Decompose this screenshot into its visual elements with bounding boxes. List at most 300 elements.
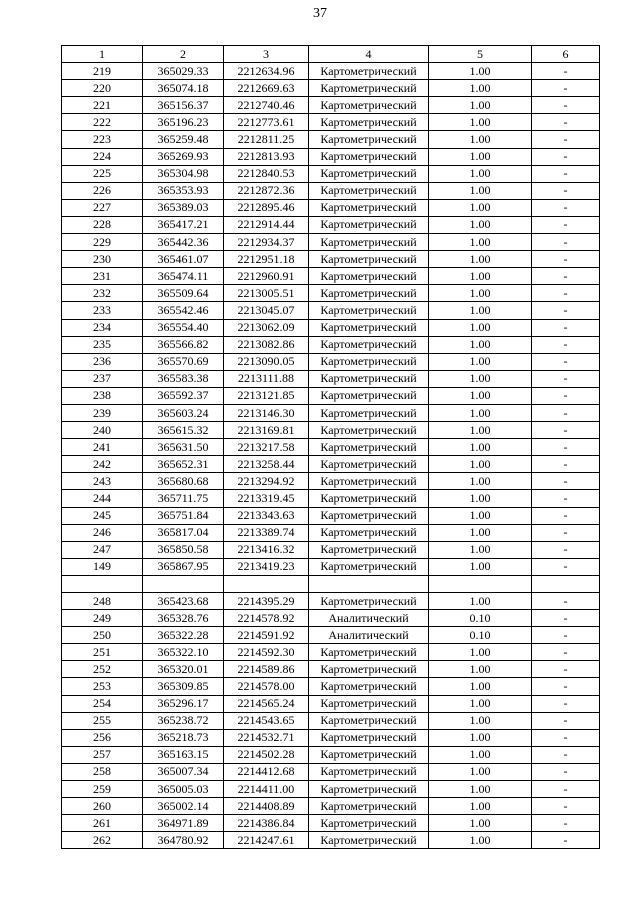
table-row bbox=[62, 80, 600, 97]
table-cell: 2214591.92 bbox=[224, 627, 309, 644]
table-cell: Картометрический bbox=[309, 387, 429, 404]
table-cell: 2214592.30 bbox=[224, 644, 309, 661]
table-cell: 1.00 bbox=[429, 353, 532, 370]
table-cell: 1.00 bbox=[429, 165, 532, 182]
table-cell: 223 bbox=[62, 131, 143, 148]
table-cell: 365711.75 bbox=[143, 490, 224, 507]
table-cell: - bbox=[532, 404, 600, 421]
table-row bbox=[62, 729, 600, 746]
table-row bbox=[62, 507, 600, 524]
table-cell: 2214411.00 bbox=[224, 781, 309, 798]
table-row bbox=[62, 319, 600, 336]
table-cell bbox=[309, 575, 429, 592]
table-cell: 255 bbox=[62, 712, 143, 729]
table-cell: 1.00 bbox=[429, 541, 532, 558]
table-cell: 2212914.44 bbox=[224, 216, 309, 233]
table-cell: 0.10 bbox=[429, 610, 532, 627]
table-cell: 1.00 bbox=[429, 319, 532, 336]
table-cell: 365005.03 bbox=[143, 781, 224, 798]
table-cell: - bbox=[532, 319, 600, 336]
table-cell: 1.00 bbox=[429, 746, 532, 763]
table-cell: 1.00 bbox=[429, 216, 532, 233]
table-row bbox=[62, 370, 600, 387]
table-cell: - bbox=[532, 80, 600, 97]
table-cell: 234 bbox=[62, 319, 143, 336]
table-cell: - bbox=[532, 336, 600, 353]
table-cell: 365259.48 bbox=[143, 131, 224, 148]
table-row bbox=[62, 524, 600, 541]
table-cell: 365322.10 bbox=[143, 644, 224, 661]
table-cell: 364971.89 bbox=[143, 815, 224, 832]
table-cell: 365603.24 bbox=[143, 404, 224, 421]
table-cell: 2212813.93 bbox=[224, 148, 309, 165]
table-cell: 2212740.46 bbox=[224, 97, 309, 114]
table-cell: - bbox=[532, 370, 600, 387]
table-cell: 2213045.07 bbox=[224, 302, 309, 319]
table-cell: 1.00 bbox=[429, 370, 532, 387]
table-cell: Аналитический bbox=[309, 627, 429, 644]
table-cell: Картометрический bbox=[309, 319, 429, 336]
table-cell: 1.00 bbox=[429, 456, 532, 473]
table-cell: 1.00 bbox=[429, 234, 532, 251]
table-row bbox=[62, 216, 600, 233]
table-cell: 1.00 bbox=[429, 729, 532, 746]
table-cell: 2213121.85 bbox=[224, 387, 309, 404]
table-cell: - bbox=[532, 268, 600, 285]
table-cell: 2213258.44 bbox=[224, 456, 309, 473]
table-cell: 2213169.81 bbox=[224, 422, 309, 439]
table-cell: 1.00 bbox=[429, 336, 532, 353]
table-cell: Картометрический bbox=[309, 490, 429, 507]
table-cell: 2213419.23 bbox=[224, 558, 309, 575]
table-cell: - bbox=[532, 746, 600, 763]
table-row bbox=[62, 558, 600, 575]
table-cell: 1.00 bbox=[429, 80, 532, 97]
table-cell: 0.10 bbox=[429, 627, 532, 644]
table-cell: 365631.50 bbox=[143, 439, 224, 456]
table-cell: 2213111.88 bbox=[224, 370, 309, 387]
table-cell: 232 bbox=[62, 285, 143, 302]
table-cell: Картометрический bbox=[309, 781, 429, 798]
table-cell: 261 bbox=[62, 815, 143, 832]
table-cell: Картометрический bbox=[309, 302, 429, 319]
table-cell: - bbox=[532, 165, 600, 182]
table-cell: - bbox=[532, 63, 600, 80]
table-cell: 1.00 bbox=[429, 439, 532, 456]
table-cell: 242 bbox=[62, 456, 143, 473]
table-cell: - bbox=[532, 541, 600, 558]
table-cell: 233 bbox=[62, 302, 143, 319]
table-cell: Картометрический bbox=[309, 131, 429, 148]
table-cell: 365509.64 bbox=[143, 285, 224, 302]
table-cell: 365353.93 bbox=[143, 182, 224, 199]
table-cell: - bbox=[532, 627, 600, 644]
table-cell: 2214578.92 bbox=[224, 610, 309, 627]
table-cell: 221 bbox=[62, 97, 143, 114]
table-cell: Картометрический bbox=[309, 763, 429, 780]
table-row bbox=[62, 251, 600, 268]
table-cell: 241 bbox=[62, 439, 143, 456]
table-row bbox=[62, 268, 600, 285]
table-cell: 365542.46 bbox=[143, 302, 224, 319]
table-cell: - bbox=[532, 558, 600, 575]
table-row bbox=[62, 763, 600, 780]
table-cell: - bbox=[532, 678, 600, 695]
column-header: 3 bbox=[224, 46, 309, 63]
table-row bbox=[62, 422, 600, 439]
table-cell: 1.00 bbox=[429, 832, 532, 849]
column-header: 2 bbox=[143, 46, 224, 63]
table-cell: Картометрический bbox=[309, 285, 429, 302]
table-cell: 1.00 bbox=[429, 781, 532, 798]
table-cell: 2214395.29 bbox=[224, 593, 309, 610]
table-cell: Картометрический bbox=[309, 541, 429, 558]
table-row bbox=[62, 353, 600, 370]
table-cell bbox=[62, 575, 143, 592]
table-cell: 253 bbox=[62, 678, 143, 695]
table-cell: - bbox=[532, 798, 600, 815]
table-cell: Картометрический bbox=[309, 473, 429, 490]
page-number: 37 bbox=[313, 6, 327, 21]
table-cell: 220 bbox=[62, 80, 143, 97]
table-cell: Картометрический bbox=[309, 678, 429, 695]
table-row bbox=[62, 644, 600, 661]
table-cell: 1.00 bbox=[429, 285, 532, 302]
table-cell: 225 bbox=[62, 165, 143, 182]
table-cell: Картометрический bbox=[309, 251, 429, 268]
table-cell: 2214408.89 bbox=[224, 798, 309, 815]
column-header: 6 bbox=[532, 46, 600, 63]
table-row bbox=[62, 781, 600, 798]
table-cell: 365566.82 bbox=[143, 336, 224, 353]
table-cell: 2212669.63 bbox=[224, 80, 309, 97]
table-row bbox=[62, 746, 600, 763]
table-cell: 249 bbox=[62, 610, 143, 627]
table-row bbox=[62, 541, 600, 558]
table-cell: 365322.28 bbox=[143, 627, 224, 644]
table-cell: 257 bbox=[62, 746, 143, 763]
table-row bbox=[62, 114, 600, 131]
table-row bbox=[62, 627, 600, 644]
table-cell: 1.00 bbox=[429, 661, 532, 678]
column-header: 1 bbox=[62, 46, 143, 63]
table-cell: 2212634.96 bbox=[224, 63, 309, 80]
table-header-row bbox=[62, 46, 600, 63]
table-cell: 246 bbox=[62, 524, 143, 541]
table-cell: 2212895.46 bbox=[224, 199, 309, 216]
table-cell: 365328.76 bbox=[143, 610, 224, 627]
table-cell: Картометрический bbox=[309, 182, 429, 199]
table-cell: 365296.17 bbox=[143, 695, 224, 712]
table-cell: - bbox=[532, 712, 600, 729]
table-cell: 2213389.74 bbox=[224, 524, 309, 541]
table-cell: - bbox=[532, 524, 600, 541]
table-cell: 1.00 bbox=[429, 815, 532, 832]
table-row bbox=[62, 285, 600, 302]
table-row bbox=[62, 199, 600, 216]
table-row bbox=[62, 131, 600, 148]
table-cell: 1.00 bbox=[429, 199, 532, 216]
table-cell: Картометрический bbox=[309, 746, 429, 763]
table-row bbox=[62, 182, 600, 199]
table-cell: 236 bbox=[62, 353, 143, 370]
table-cell: 2214578.00 bbox=[224, 678, 309, 695]
table-cell: 2214247.61 bbox=[224, 832, 309, 849]
table-cell: 247 bbox=[62, 541, 143, 558]
table-cell: 365652.31 bbox=[143, 456, 224, 473]
coordinates-table bbox=[61, 45, 600, 849]
table-cell: 1.00 bbox=[429, 695, 532, 712]
table-cell bbox=[429, 575, 532, 592]
table-cell: 1.00 bbox=[429, 268, 532, 285]
table-cell: 1.00 bbox=[429, 763, 532, 780]
table-cell: - bbox=[532, 610, 600, 627]
table-cell: 365680.68 bbox=[143, 473, 224, 490]
table-cell: 365583.38 bbox=[143, 370, 224, 387]
table-row bbox=[62, 165, 600, 182]
table-body bbox=[62, 63, 600, 849]
table-cell: 1.00 bbox=[429, 473, 532, 490]
table-cell: 365461.07 bbox=[143, 251, 224, 268]
table-cell: 365751.84 bbox=[143, 507, 224, 524]
table-cell: 260 bbox=[62, 798, 143, 815]
table-cell: - bbox=[532, 729, 600, 746]
table-cell: 365269.93 bbox=[143, 148, 224, 165]
table-cell: 1.00 bbox=[429, 148, 532, 165]
table-cell: 262 bbox=[62, 832, 143, 849]
table-row bbox=[62, 490, 600, 507]
table-cell: 2213146.30 bbox=[224, 404, 309, 421]
table-cell: 248 bbox=[62, 593, 143, 610]
table-cell: 226 bbox=[62, 182, 143, 199]
table-cell: 229 bbox=[62, 234, 143, 251]
table-cell: - bbox=[532, 148, 600, 165]
table-cell: 1.00 bbox=[429, 422, 532, 439]
table-row bbox=[62, 97, 600, 114]
table-cell: Картометрический bbox=[309, 353, 429, 370]
table-cell: 1.00 bbox=[429, 644, 532, 661]
table-cell: 2212872.36 bbox=[224, 182, 309, 199]
table-cell: - bbox=[532, 216, 600, 233]
table-cell: 2213343.63 bbox=[224, 507, 309, 524]
table-cell: 2214532.71 bbox=[224, 729, 309, 746]
table-cell: 2212951.18 bbox=[224, 251, 309, 268]
table-cell: - bbox=[532, 182, 600, 199]
table-cell: 2212811.25 bbox=[224, 131, 309, 148]
table-cell: - bbox=[532, 832, 600, 849]
table-cell: 2213217.58 bbox=[224, 439, 309, 456]
table-cell: Картометрический bbox=[309, 798, 429, 815]
table-cell: 1.00 bbox=[429, 798, 532, 815]
table-cell: - bbox=[532, 97, 600, 114]
table-cell: 365163.15 bbox=[143, 746, 224, 763]
table-cell: Картометрический bbox=[309, 268, 429, 285]
table-cell: 1.00 bbox=[429, 97, 532, 114]
table-cell: 228 bbox=[62, 216, 143, 233]
table-cell: 1.00 bbox=[429, 678, 532, 695]
table-cell: 1.00 bbox=[429, 524, 532, 541]
table-cell: - bbox=[532, 661, 600, 678]
table-cell: 237 bbox=[62, 370, 143, 387]
table-row bbox=[62, 302, 600, 319]
table-cell: 1.00 bbox=[429, 712, 532, 729]
table-cell: Картометрический bbox=[309, 695, 429, 712]
table-cell: Картометрический bbox=[309, 97, 429, 114]
table-cell: 2214502.28 bbox=[224, 746, 309, 763]
table-cell: Картометрический bbox=[309, 165, 429, 182]
table-cell bbox=[532, 575, 600, 592]
table-cell: 224 bbox=[62, 148, 143, 165]
table-cell: Картометрический bbox=[309, 80, 429, 97]
table-cell: - bbox=[532, 114, 600, 131]
table-cell: 1.00 bbox=[429, 558, 532, 575]
table-cell: 1.00 bbox=[429, 114, 532, 131]
table-cell bbox=[224, 575, 309, 592]
table-row bbox=[62, 336, 600, 353]
table-cell: 365238.72 bbox=[143, 712, 224, 729]
table-cell bbox=[143, 575, 224, 592]
table-row bbox=[62, 712, 600, 729]
table-cell: - bbox=[532, 644, 600, 661]
table-row bbox=[62, 234, 600, 251]
table-cell: Картометрический bbox=[309, 148, 429, 165]
table-cell: 245 bbox=[62, 507, 143, 524]
table-cell: Картометрический bbox=[309, 404, 429, 421]
table-cell: 1.00 bbox=[429, 490, 532, 507]
table-row bbox=[62, 815, 600, 832]
table-cell: - bbox=[532, 456, 600, 473]
table-cell: 2213082.86 bbox=[224, 336, 309, 353]
table-cell: Аналитический bbox=[309, 610, 429, 627]
table-cell: 365850.58 bbox=[143, 541, 224, 558]
table-cell: Картометрический bbox=[309, 370, 429, 387]
table-cell: 258 bbox=[62, 763, 143, 780]
table-cell: 1.00 bbox=[429, 63, 532, 80]
table-cell: - bbox=[532, 234, 600, 251]
table-cell: Картометрический bbox=[309, 712, 429, 729]
table-cell: 365417.21 bbox=[143, 216, 224, 233]
table-cell: 365817.04 bbox=[143, 524, 224, 541]
table-cell: - bbox=[532, 387, 600, 404]
table-cell: 239 bbox=[62, 404, 143, 421]
table-cell: 2213319.45 bbox=[224, 490, 309, 507]
table-cell: 222 bbox=[62, 114, 143, 131]
table-cell: 252 bbox=[62, 661, 143, 678]
table-cell: 1.00 bbox=[429, 404, 532, 421]
table-cell: Картометрический bbox=[309, 234, 429, 251]
table-cell: 1.00 bbox=[429, 131, 532, 148]
table-cell: - bbox=[532, 473, 600, 490]
table-cell: 254 bbox=[62, 695, 143, 712]
table-cell: - bbox=[532, 285, 600, 302]
table-cell: 365029.33 bbox=[143, 63, 224, 80]
table-cell: 251 bbox=[62, 644, 143, 661]
table-row bbox=[62, 148, 600, 165]
table-cell: Картометрический bbox=[309, 815, 429, 832]
table-cell: 2212773.61 bbox=[224, 114, 309, 131]
table-cell: 240 bbox=[62, 422, 143, 439]
table-cell: 365007.34 bbox=[143, 763, 224, 780]
table-cell: 1.00 bbox=[429, 593, 532, 610]
table-row bbox=[62, 575, 600, 592]
table-row bbox=[62, 695, 600, 712]
column-header: 5 bbox=[429, 46, 532, 63]
table-cell: 2214565.24 bbox=[224, 695, 309, 712]
table-cell: Картометрический bbox=[309, 644, 429, 661]
table-cell: Картометрический bbox=[309, 336, 429, 353]
table-cell: 364780.92 bbox=[143, 832, 224, 849]
table-cell: Картометрический bbox=[309, 558, 429, 575]
table-cell: 2214386.84 bbox=[224, 815, 309, 832]
table-row bbox=[62, 798, 600, 815]
table-cell: 238 bbox=[62, 387, 143, 404]
table-cell: Картометрический bbox=[309, 661, 429, 678]
table-row bbox=[62, 63, 600, 80]
table-row bbox=[62, 610, 600, 627]
table-cell: 365074.18 bbox=[143, 80, 224, 97]
table-cell: 365002.14 bbox=[143, 798, 224, 815]
table-cell: 365554.40 bbox=[143, 319, 224, 336]
table-cell: 256 bbox=[62, 729, 143, 746]
table-cell: 2213090.05 bbox=[224, 353, 309, 370]
table-cell: - bbox=[532, 695, 600, 712]
table-row bbox=[62, 456, 600, 473]
table-cell: 235 bbox=[62, 336, 143, 353]
table-cell: 1.00 bbox=[429, 251, 532, 268]
table-cell: 244 bbox=[62, 490, 143, 507]
table-cell: Картометрический bbox=[309, 832, 429, 849]
table-cell: 2212840.53 bbox=[224, 165, 309, 182]
table-cell: - bbox=[532, 353, 600, 370]
table-cell: Картометрический bbox=[309, 63, 429, 80]
table-cell: 2214589.86 bbox=[224, 661, 309, 678]
table-cell: - bbox=[532, 439, 600, 456]
table-cell: 149 bbox=[62, 558, 143, 575]
table-cell: 365320.01 bbox=[143, 661, 224, 678]
table-cell: 2213294.92 bbox=[224, 473, 309, 490]
table-row bbox=[62, 678, 600, 695]
table-cell: 365196.23 bbox=[143, 114, 224, 131]
table-cell: 365615.32 bbox=[143, 422, 224, 439]
table-cell: 365570.69 bbox=[143, 353, 224, 370]
table-cell: 365309.85 bbox=[143, 678, 224, 695]
table-cell: 2214543.65 bbox=[224, 712, 309, 729]
table-cell: 2214412.68 bbox=[224, 763, 309, 780]
table-cell: 1.00 bbox=[429, 182, 532, 199]
table-cell: Картометрический bbox=[309, 729, 429, 746]
table-row bbox=[62, 473, 600, 490]
table-cell: - bbox=[532, 131, 600, 148]
table-row bbox=[62, 439, 600, 456]
table-cell: 365423.68 bbox=[143, 593, 224, 610]
table-cell: - bbox=[532, 199, 600, 216]
table-cell: - bbox=[532, 815, 600, 832]
table-cell: 365592.37 bbox=[143, 387, 224, 404]
table-cell: Картометрический bbox=[309, 456, 429, 473]
table-cell: - bbox=[532, 781, 600, 798]
table-row bbox=[62, 404, 600, 421]
table-cell: Картометрический bbox=[309, 199, 429, 216]
table-cell: 1.00 bbox=[429, 387, 532, 404]
table-cell: 231 bbox=[62, 268, 143, 285]
table-cell: Картометрический bbox=[309, 439, 429, 456]
table-cell: 227 bbox=[62, 199, 143, 216]
table-cell: 219 bbox=[62, 63, 143, 80]
table-cell: 365304.98 bbox=[143, 165, 224, 182]
table-cell: 2213062.09 bbox=[224, 319, 309, 336]
table-cell: 250 bbox=[62, 627, 143, 644]
table-cell: 365867.95 bbox=[143, 558, 224, 575]
